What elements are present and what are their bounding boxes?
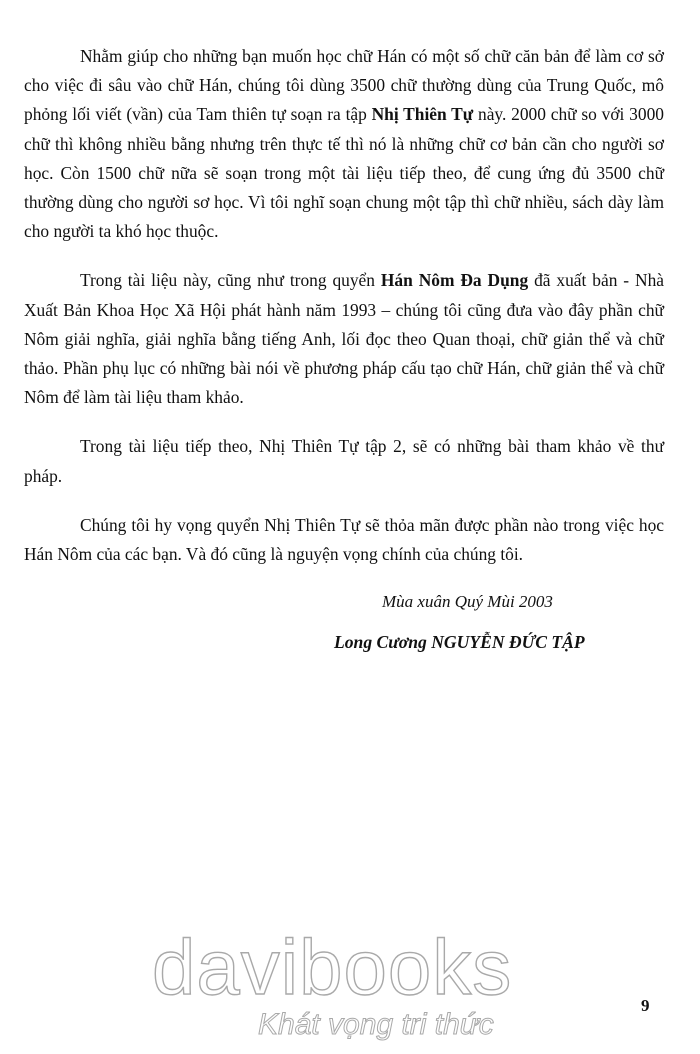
paragraph-2-text-a: Trong tài liệu này, cũng như trong quyển	[80, 270, 381, 291]
signature-author: Long Cương NGUYỄN ĐỨC TẬP	[334, 632, 585, 652]
paragraph-2	[24, 266, 664, 412]
paragraph-1	[24, 42, 664, 246]
paragraph-2-text-c: đã xuất bản - Nhà Xuất Bản Khoa Học Xã Hội phát hành năm 1993 – chúng tôi cũng đưa vào đây phần chữ Nôm giải nghĩa, giải nghĩa bằng tiếng Anh, lối đọc theo Quan thoại, chữ giản thể và chữ thảo. Phần phụ lục có những bài nói về phương pháp cấu tạo chữ Hán, chữ giản thể và chữ Nôm để làm tài liệu tham khảo.	[24, 270, 664, 408]
watermark-logo: davibooks	[152, 923, 513, 1011]
signature-date: Mùa xuân Quý Mùi 2003	[382, 592, 553, 611]
paragraph-1-text-c: này. 2000 chữ so với 3000 chữ thì không nhiều bằng nhưng trên thực tế thì nó là những chữ cơ bản cần cho người sơ học. Còn 1500 chữ nữa sẽ soạn trong một tài liệu tiếp theo, để cung ứng đủ 3500 chữ thường dùng cho người sơ học. Vì tôi nghĩ soạn chung một tập thì chữ nhiều, sách dày làm cho người ta khó học thuộc.	[24, 104, 664, 242]
paragraph-3: Trong tài liệu tiếp theo, Nhị Thiên Tự tập 2, sẽ có những bài tham khảo về thư pháp.	[24, 436, 664, 486]
book-title-nhi-thien-tu: Nhị Thiên Tự	[371, 104, 474, 125]
paragraph-4: Chúng tôi hy vọng quyển Nhị Thiên Tự sẽ thỏa mãn được phần nào trong việc học Hán Nôm của các bạn. Và đó cũng là nguyện vọng chính của chúng tôi.	[24, 514, 664, 565]
watermark-tagline: Khát vọng tri thức	[258, 1008, 494, 1041]
body-text	[24, 42, 664, 589]
paragraph-1-text-a: Nhằm giúp cho những bạn muốn học chữ Hán có một số chữ căn bản để làm cơ sở cho việc đi sâu vào chữ Hán, chúng tôi dùng 3500 chữ thường dùng của Trung Quốc, mô phỏng lối viết (vần) của Tam thiên tự soạn ra tập	[24, 46, 664, 125]
book-title-han-nom-da-dung: Hán Nôm Đa Dụng	[380, 270, 529, 291]
page-number: 9	[641, 996, 650, 1015]
